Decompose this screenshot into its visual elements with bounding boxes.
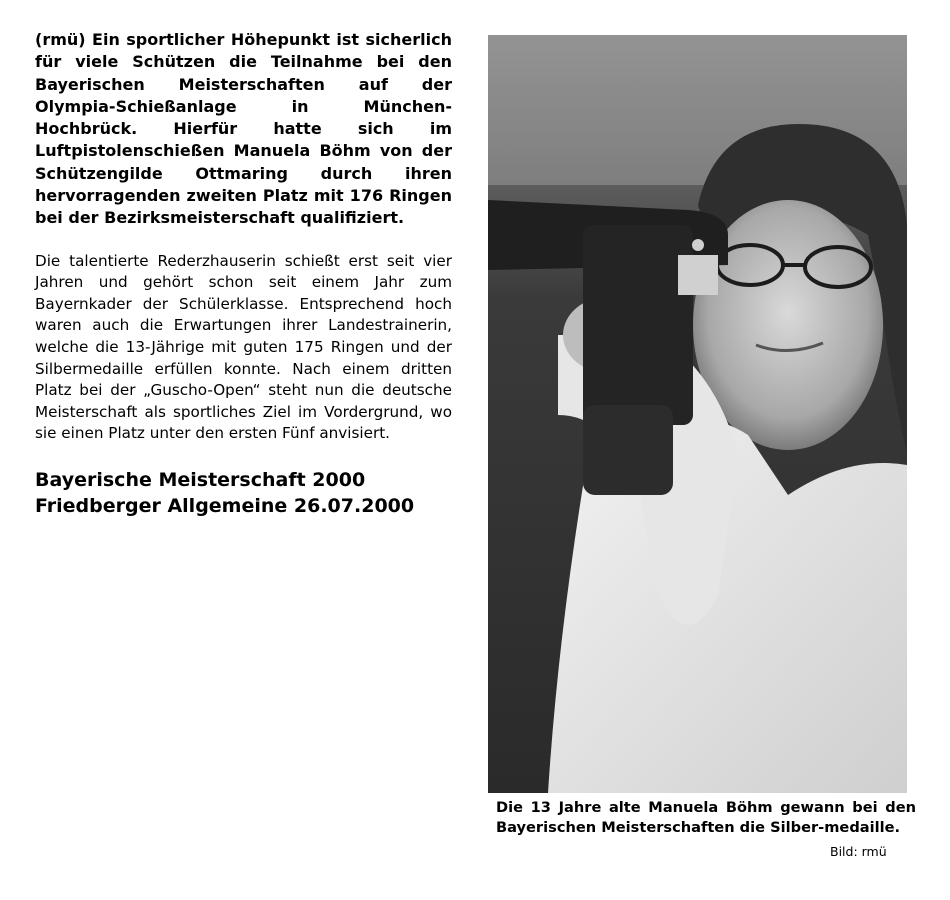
photo-credit: Bild: rmü — [830, 844, 887, 859]
article-lead: (rmü) Ein sportlicher Höhepunkt ist sicherlich für viele Schützen die Teilnahme bei den Bayerischen Meisterschaften auf der Olympia-Schießanlage in München-Hochbrück. Hierfür hatte sich im Luftpistolenschießen Manuela Böhm von der Schützengilde Ottmaring durch ihren hervorragenden zweiten Platz mit 176 Ringen bei der Bezirksmeisterschaft qualifiziert. — [35, 30, 452, 228]
photo-caption: Die 13 Jahre alte Manuela Böhm gewann bei den Bayerischen Meisterschaften die Silber-medaille. — [496, 799, 916, 836]
photo-shooter — [488, 35, 907, 793]
photo-illustration — [488, 35, 907, 793]
article-source — [35, 467, 452, 519]
publication-line: Friedberger Allgemeine 26.07.2000 — [35, 495, 415, 518]
article-column — [35, 29, 452, 519]
article-body: Die talentierte Rederzhauserin schießt erst seit vier Jahren und gehört schon seit einem Jahr zum Bayernkader der Schülerklasse. Entsprechend hoch waren auch die Erwartungen ihrer Landestrainerin, welche die 13-Jährige mit guten 175 Ringen und der Silbermedaille erfüllen konnte. Nach einem dritten Platz bei der „Guscho-Open“ steht nun die deutsche Meisterschaft als sportliches Ziel im Vordergrund, wo sie einen Platz unter den ersten Fünf anvisiert. — [35, 251, 452, 443]
event-title: Bayerische Meisterschaft 2000 — [35, 469, 366, 492]
